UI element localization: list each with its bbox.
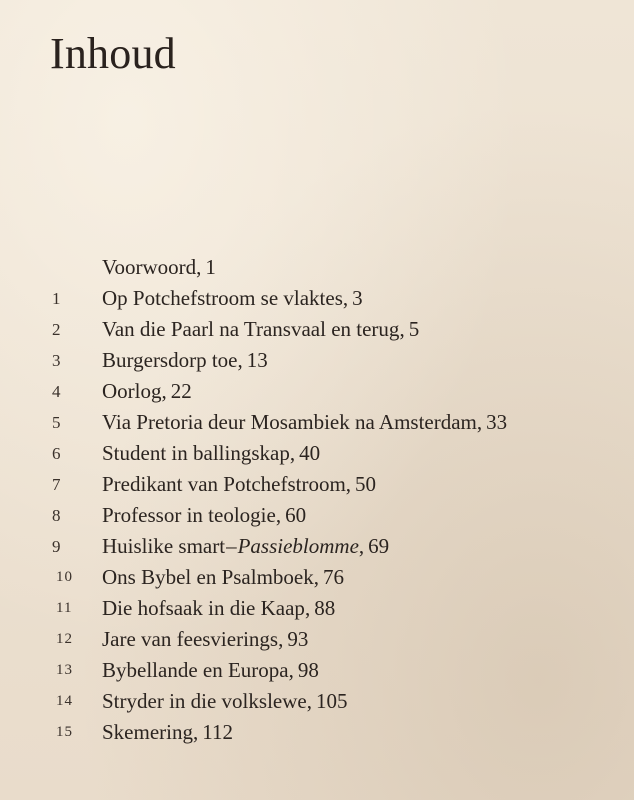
toc-entry <box>0 407 634 438</box>
entry-page: 22 <box>170 379 192 403</box>
entry-title: Van die Paarl na Transvaal en terug <box>102 317 400 341</box>
entry-text: Via Pretoria deur Mosambiek na Amsterdam, 33 <box>102 410 508 434</box>
table-of-contents <box>0 252 634 748</box>
entry-title: Ons Bybel en Psalmboek <box>102 565 314 589</box>
toc-entry <box>0 500 634 531</box>
chapter-number: 2 <box>52 320 61 339</box>
entry-text: Jare van feesvierings, 93 <box>102 627 309 651</box>
entry-page: 112 <box>202 720 233 744</box>
entry-text: Burgersdorp toe, 13 <box>102 348 268 372</box>
chapter-number: 14 <box>56 693 73 709</box>
entry-page: 1 <box>205 255 216 279</box>
toc-entry <box>0 593 634 624</box>
entry-title: Predikant van Potchefstroom <box>102 472 346 496</box>
toc-entry <box>0 345 634 376</box>
entry-text: Voorwoord, 1 <box>102 255 216 279</box>
entry-text: Student in ballingskap, 40 <box>102 441 321 465</box>
entry-title: Stryder in die volkslewe <box>102 689 307 713</box>
entry-page: 60 <box>285 503 307 527</box>
chapter-number: 13 <box>56 662 73 678</box>
entry-text: Skemering, 112 <box>102 720 233 744</box>
entry-page: 40 <box>299 441 321 465</box>
entry-title: Bybellande en Europa <box>102 658 289 682</box>
entry-page: 105 <box>315 689 348 713</box>
page-title: Inhoud <box>50 29 176 78</box>
toc-entry <box>0 438 634 469</box>
chapter-number: 3 <box>52 351 61 370</box>
chapter-number: 12 <box>56 631 73 647</box>
entry-subtitle: Passieblomme <box>237 534 359 558</box>
entry-text: Predikant van Potchefstroom, 50 <box>102 472 377 496</box>
entry-title: Die hofsaak in die Kaap <box>102 596 305 620</box>
entry-text: Oorlog, 22 <box>102 379 192 403</box>
chapter-number: 11 <box>56 600 73 616</box>
entry-page: 98 <box>297 658 319 682</box>
entry-page: 50 <box>355 472 377 496</box>
chapter-number: 5 <box>52 413 61 432</box>
entry-page: 93 <box>287 627 309 651</box>
toc-entry <box>0 469 634 500</box>
entry-title: Burgersdorp toe <box>102 348 238 372</box>
entry-page: 33 <box>486 410 508 434</box>
chapter-number: 7 <box>52 475 61 494</box>
toc-entry <box>0 531 634 562</box>
entry-title: Huislike smart <box>102 534 226 558</box>
toc-entry <box>0 376 634 407</box>
entry-text: Bybellande en Europa, 98 <box>102 658 319 682</box>
toc-entry <box>0 717 634 748</box>
toc-entry <box>0 655 634 686</box>
entry-page: 3 <box>352 286 363 310</box>
entry-text: Op Potchefstroom se vlaktes, 3 <box>102 286 363 310</box>
chapter-number: 1 <box>52 289 61 308</box>
chapter-number: 8 <box>52 506 61 525</box>
chapter-number: 15 <box>56 724 73 740</box>
chapter-number: 10 <box>56 569 73 585</box>
toc-entry <box>0 624 634 655</box>
entry-title: Jare van feesvierings <box>102 627 279 651</box>
entry-text: Professor in teologie, 60 <box>102 503 307 527</box>
toc-entry <box>0 686 634 717</box>
chapter-number: 6 <box>52 444 61 463</box>
entry-page: 69 <box>368 534 390 558</box>
chapter-number: 9 <box>52 537 61 556</box>
entry-page: 13 <box>246 348 268 372</box>
toc-entry <box>0 283 634 314</box>
toc-entry <box>0 562 634 593</box>
toc-entry <box>0 314 634 345</box>
entry-page: 5 <box>408 317 420 341</box>
entry-text: Die hofsaak in die Kaap, 88 <box>102 596 336 620</box>
entry-title: Skemering <box>102 720 193 744</box>
chapter-number: 4 <box>52 382 61 401</box>
entry-text: Huislike smart–Passieblomme, 69 <box>102 534 390 558</box>
toc-entry-preface <box>0 252 634 283</box>
entry-title: Voorwoord <box>102 255 197 279</box>
entry-page: 88 <box>314 596 336 620</box>
entry-text: Ons Bybel en Psalmboek, 76 <box>102 565 344 589</box>
entry-title: Op Potchefstroom se vlaktes <box>102 286 343 310</box>
entry-text: Stryder in die volkslewe, 105 <box>102 689 348 713</box>
entry-title: Oorlog <box>102 379 162 403</box>
entry-page: 76 <box>322 565 344 589</box>
entry-text: Van die Paarl na Transvaal en terug, 5 <box>102 317 420 341</box>
entry-title: Via Pretoria deur Mosambiek na Amsterdam <box>102 410 477 434</box>
entry-title: Professor in teologie <box>102 503 276 527</box>
entry-title: Student in ballingskap <box>102 441 290 465</box>
